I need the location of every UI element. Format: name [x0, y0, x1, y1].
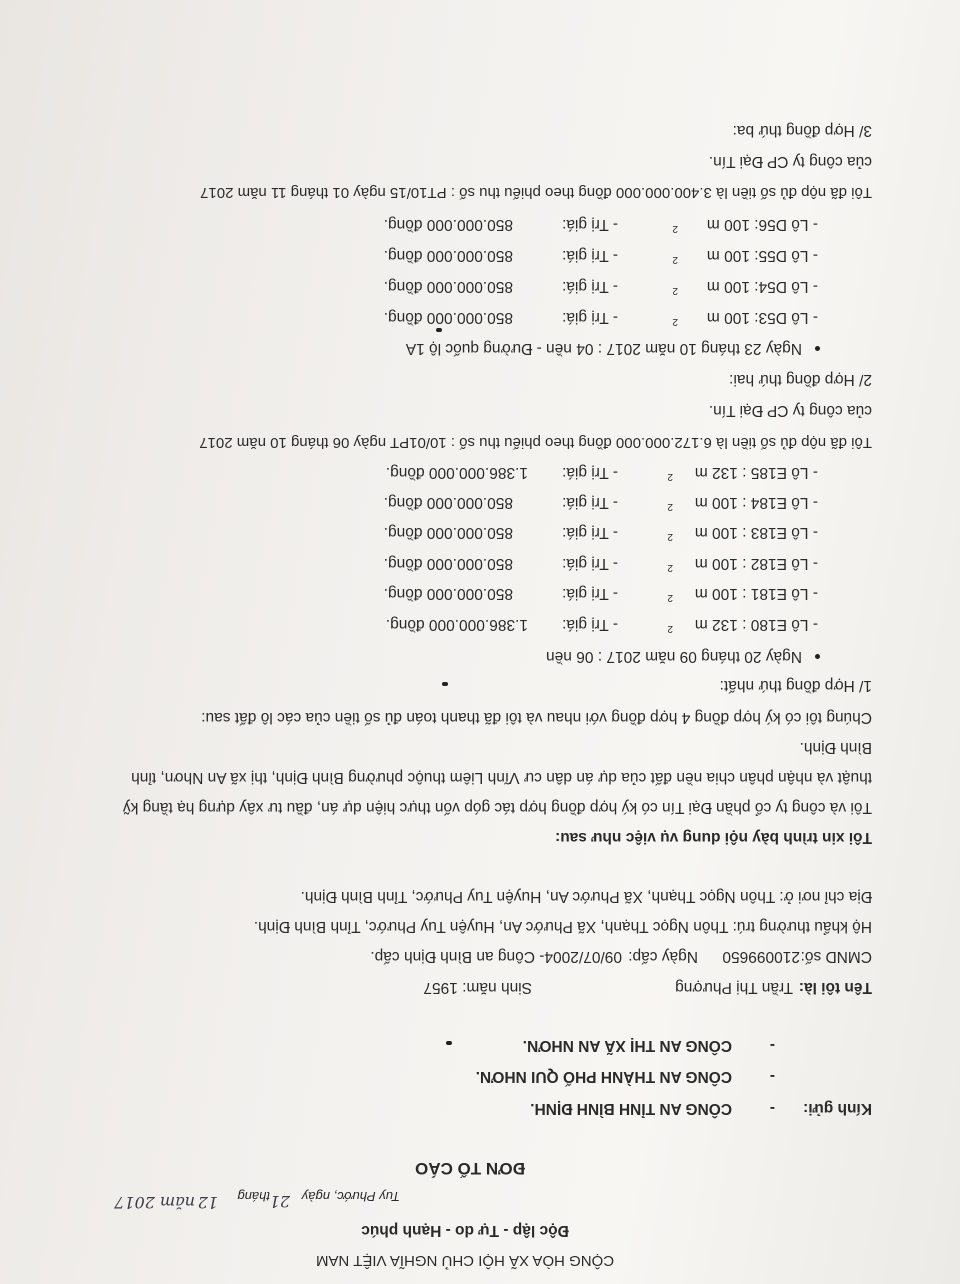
- paragraph-1-line-1: Tôi và công ty cổ phần Đại Tín có ký hợp đồng hợp tác góp vốn thực hiện dự án, đầu tư xây dựng hạ tầng kỹ: [122, 799, 872, 816]
- issued-date: 09/07/2004- Công an Bình Định cấp.: [370, 948, 622, 965]
- lot-value: 850.000.000 đồng.: [383, 555, 513, 572]
- lot-value: 850.000.000 đồng.: [383, 585, 513, 602]
- month-label: tháng: [237, 1189, 270, 1204]
- issued-label: Ngày cấp:: [628, 948, 698, 965]
- lot-value: 1.386.000.000 đồng.: [385, 616, 528, 633]
- lot-value-label: - Trị giá:: [562, 247, 618, 264]
- contract-3-heading: 3/ Hợp đồng thứ ba:: [732, 122, 872, 139]
- lot-label: - Lô D56: 100 m: [706, 216, 818, 233]
- name-label: Tên tôi là:: [798, 979, 872, 996]
- lot-label: - Lô D53: 100 m: [706, 309, 818, 326]
- lot-value: 850.000.000 đồng.: [383, 494, 513, 511]
- ink-mark: [442, 682, 448, 686]
- unit-sup: 2: [667, 471, 673, 483]
- recipient-1: CÔNG AN TỈNH BÌNH ĐỊNH.: [530, 1100, 732, 1117]
- contract-2-payment-line-1: Tôi đã nộp đủ số tiền là 3.400.000.000 đồng theo phiếu thu số : PT10/15 ngày 01 tháng 11 năm 2017: [200, 184, 872, 201]
- contract-2-heading: 2/ Hợp đồng thứ hai:: [729, 371, 872, 388]
- lot-value: 850.000.000 đồng.: [383, 216, 513, 233]
- motto: Độc lập - Tự do - Hạnh phúc: [361, 1222, 569, 1239]
- handwritten-month: 12: [197, 1193, 218, 1212]
- ink-mark: [436, 328, 442, 332]
- lot-label: - Lô D55: 100 m: [706, 247, 818, 264]
- unit-sup: 2: [667, 531, 673, 543]
- birth-year: Sinh năm: 1957: [423, 979, 532, 996]
- intro-heading: Tôi xin trình bày nội dung vụ việc như sau:: [555, 829, 872, 846]
- national-title: CỘNG HÒA XÃ HỘI CHỦ NGHĨA VIỆT NAM: [315, 1252, 615, 1269]
- unit-sup: 2: [667, 623, 673, 635]
- lot-value-label: - Trị giá:: [562, 616, 618, 633]
- lot-value-label: - Trị giá:: [562, 524, 618, 541]
- unit-sup: 2: [667, 562, 673, 574]
- recipient-3: CÔNG AN THỊ XÃ AN NHƠN.: [522, 1037, 732, 1054]
- unit-sup: 2: [672, 316, 678, 328]
- bullet-icon: [815, 654, 820, 659]
- contract-1-payment-line-2: của công ty CP Đại Tín.: [708, 402, 872, 419]
- contract-1-payment-line-1: Tôi đã nộp đủ số tiền là 6.172.000.000 đồng theo phiếu thu số : 10/01PT ngày 06 tháng 10 năm 2017: [199, 434, 872, 451]
- lot-value: 850.000.000 đồng.: [383, 278, 513, 295]
- lot-value-label: - Trị giá:: [562, 494, 618, 511]
- paragraph-1-line-3: Bình Định.: [799, 739, 872, 756]
- unit-sup: 2: [672, 223, 678, 235]
- contract-2-bullet: Ngày 23 tháng 10 năm 2017 : 04 nền - Đường quốc lộ 1A: [405, 340, 802, 357]
- id-label: CMND số:: [800, 948, 872, 965]
- ink-mark: [446, 1041, 452, 1045]
- lot-value-label: - Trị giá:: [562, 216, 618, 233]
- lot-label: - Lô E184 : 100 m: [694, 494, 818, 511]
- lot-label: - Lô E181 : 100 m: [694, 585, 818, 602]
- lot-value-label: - Trị giá:: [562, 309, 618, 326]
- paragraph-2: Chúng tôi có ký hợp đồng 4 hợp đồng với nhau và tôi đã thanh toán đủ số tiền của các lô đất sau:: [201, 709, 872, 726]
- lot-value-label: - Trị giá:: [562, 278, 618, 295]
- lot-label: - Lô E185 : 132 m: [694, 464, 818, 481]
- lot-value: 850.000.000 đồng.: [383, 524, 513, 541]
- household-address: Hộ khẩu thường trú: Thôn Ngọc Thạnh, Xã Phước An, Huyện Tuy Phước, Tỉnh Bình Định.: [253, 918, 872, 935]
- recipient-dash-1: -: [769, 1100, 775, 1117]
- lot-value: 850.000.000 đồng.: [383, 309, 513, 326]
- recipient-dash-3: -: [769, 1037, 775, 1054]
- document-title: ĐƠN TỐ CÁO: [415, 1159, 525, 1178]
- unit-sup: 2: [672, 285, 678, 297]
- handwritten-year: năm 2017: [114, 1193, 195, 1212]
- lot-value: 1.386.000.000 đồng.: [385, 464, 528, 481]
- unit-sup: 2: [672, 254, 678, 266]
- lot-label: - Lô E183 : 100 m: [694, 524, 818, 541]
- lot-value-label: - Trị giá:: [562, 585, 618, 602]
- lot-label: - Lô E182 : 100 m: [694, 555, 818, 572]
- recipients-label: Kính gửi:: [803, 1100, 872, 1117]
- person-name: Trần Thị Phượng: [675, 979, 793, 996]
- bullet-icon: [815, 346, 820, 351]
- lot-value-label: - Trị giá:: [562, 555, 618, 572]
- lot-label: - Lô D54: 100 m: [706, 278, 818, 295]
- unit-sup: 2: [667, 501, 673, 513]
- id-number: 210099650: [722, 948, 800, 965]
- paragraph-1-line-2: thuật và nhận phân chia nền đất của dự án dân cư Vĩnh Liêm thuộc phường Bình Định, thị xã An Nhơn, tỉnh: [131, 769, 872, 786]
- recipient-dash-2: -: [769, 1068, 775, 1085]
- residence-address: Địa chỉ nơi ở: Thôn Ngọc Thạnh, Xã Phước An, Huyện Tuy Phước, Tỉnh Bình Định.: [300, 888, 872, 905]
- place-date-prefix: Tuy Phước, ngày: [301, 1189, 400, 1204]
- recipient-2: CÔNG AN THÀNH PHỐ QUI NHƠN.: [475, 1068, 732, 1085]
- contract-1-bullet: Ngày 20 tháng 09 năm 2017 : 06 nền: [546, 648, 802, 665]
- lot-label: - Lô E180 : 132 m: [694, 616, 818, 633]
- contract-2-payment-line-2: của công ty CP Đại Tín.: [708, 153, 872, 170]
- unit-sup: 2: [667, 592, 673, 604]
- lot-value: 850.000.000 đồng.: [383, 247, 513, 264]
- lot-value-label: - Trị giá:: [562, 464, 618, 481]
- handwritten-day: 21: [269, 1192, 290, 1211]
- contract-1-heading: 1/ Hợp đồng thứ nhất:: [719, 677, 872, 694]
